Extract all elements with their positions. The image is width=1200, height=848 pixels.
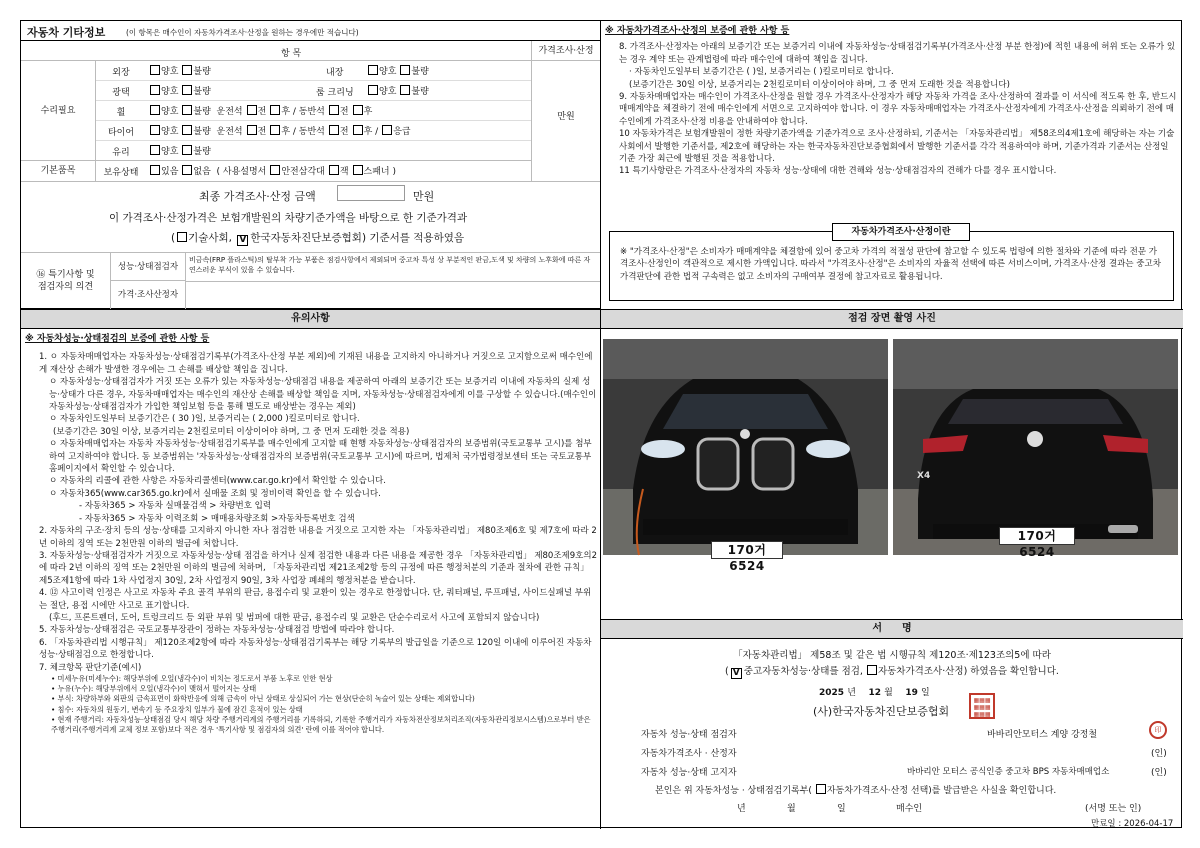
caution-p7: 2. 자동차의 구조·장치 등의 성능·상태를 고지하지 아니한 자나 점검한 내용을 거짓으로 고지한 자는 「자동차관리법」 제80조제6호 및 제7호에 따라 2년 이하의 징역 또는 2천만원 이하의 벌금에 처합니다. bbox=[39, 526, 597, 549]
driver-label: 운전석 bbox=[216, 107, 243, 117]
caution-p6a: - 자동차365 > 자동차 실매물검색 > 차량번호 입력 bbox=[79, 501, 272, 512]
tire-driver-rear-checkbox[interactable] bbox=[270, 125, 280, 135]
sig-price-checkbox[interactable] bbox=[867, 665, 877, 675]
room-clean-good-checkbox[interactable] bbox=[368, 85, 378, 95]
basis-opt1-label: 기술사회, bbox=[188, 232, 233, 244]
basis-line1: 이 가격조사·산정가격은 보험개발원의 차량기준가액을 바탕으로 한 기준가격과 bbox=[109, 212, 468, 224]
buyer-month: 월 bbox=[787, 804, 796, 814]
inspector-label: 자동차 성능·상태 점검자 bbox=[641, 730, 737, 740]
front-label: 전 bbox=[339, 127, 349, 137]
price-definition-title: 자동차가격조사·산정이란 bbox=[832, 223, 970, 241]
other-info-title: 자동차 기타정보 bbox=[27, 26, 106, 39]
sig-year-unit: 년 bbox=[847, 688, 856, 698]
rear-label: 후 bbox=[281, 127, 291, 137]
basis-opt1-checkbox[interactable] bbox=[177, 232, 187, 242]
option-bad-label: 불량 bbox=[193, 87, 211, 97]
wheel-label: 휠 bbox=[116, 108, 126, 118]
caution-p9b: (후드, 프론트펜더, 도어, 트렁크리드 등 외판 부위 및 범퍼에 대한 판금, 용접수리 및 교환은 단순수리로서 사고에 포함되지 않습니다) bbox=[49, 612, 540, 623]
tire-emergency-checkbox[interactable] bbox=[382, 125, 392, 135]
notice-item10: 10 자동차가격은 보험개발원이 정한 차량기준가액을 기준가격으로 조사·산정하되, 기준서는 「자동차관리법」 제58조의4제1호에 해당하는 자는 기술사회에서 발행한 기준서를, 제2호에 해당하는 자는 한국자동차진단보증협회에서 발행한 기준서를 각각 적용하여야 하며, 기준가격과 기준서는 산정일 기준 가장 최근에 발행된 것을 적용합니다. bbox=[619, 129, 1175, 165]
interior-good-checkbox[interactable] bbox=[368, 65, 378, 75]
pricer-label: 자동차가격조사 · 산정자 bbox=[641, 749, 737, 759]
special-price-label: 가격·조사산정자 bbox=[111, 281, 186, 309]
special-label-line2: 점검자의 의견 bbox=[37, 282, 94, 292]
rear-label: 후 bbox=[363, 127, 373, 137]
buyer-day: 일 bbox=[837, 804, 846, 814]
notice-item8b: · 자동차인도일부터 보증기간은 ( )일, 보증거리는 ( )킬로미터로 합니다. bbox=[629, 67, 894, 78]
price-guarantee-notice bbox=[605, 25, 1179, 178]
notifier-value: 바바리안 모터스 공식인증 중고차 BPS 자동차매매업소 bbox=[907, 767, 1110, 777]
final-price-block bbox=[21, 181, 600, 253]
special-perf-label: 성능·상태점검자 bbox=[111, 253, 186, 281]
rear-plate: 170거 6524 bbox=[999, 527, 1075, 545]
price-definition-box bbox=[609, 227, 1174, 301]
signature-org: (사)한국자동차진단보증협회 bbox=[813, 705, 950, 718]
tire-good-checkbox[interactable] bbox=[150, 125, 160, 135]
option-bad-label: 불량 bbox=[411, 67, 429, 77]
caution-p12: 7. 체크항목 판단기준(예시) bbox=[39, 662, 142, 673]
caution-title: ※ 자동차성능·상태점검의 보증에 관한 사항 등 bbox=[25, 334, 210, 344]
left-column bbox=[21, 21, 601, 829]
caution-p12a: • 미세누유(미세누수): 해당부위에 오일(냉각수)이 비치는 정도로서 부품 노후로 인한 현상 bbox=[51, 673, 333, 683]
exterior-good-checkbox[interactable] bbox=[150, 65, 160, 75]
triangle-label: 안전삼각대 bbox=[281, 167, 325, 177]
rear-car-image bbox=[893, 339, 1178, 555]
notice-item8c: (보증기간은 30일 이상, 보증거리는 2천킬로미터 이상이어야 하며, 그 중 먼저 도래한 것을 적용합니다) bbox=[629, 79, 1010, 90]
row-exterior bbox=[96, 61, 531, 81]
signature-header: 서 명 bbox=[601, 619, 1183, 639]
notice-item11: 11 특기사항란은 가격조사·산정자의 자동차 성능·상태에 대한 견해와 성능·상태점검자의 견해가 다를 경우 표시합니다. bbox=[619, 166, 1057, 177]
option-good-label: 양호 bbox=[379, 87, 397, 97]
glass-label: 유리 bbox=[112, 148, 130, 158]
wheel-driver-rear-checkbox[interactable] bbox=[270, 105, 280, 115]
front-label: 전 bbox=[257, 107, 267, 117]
wheel-driver-front-checkbox[interactable] bbox=[247, 105, 257, 115]
final-price-input[interactable] bbox=[337, 185, 405, 201]
option-good-label: 양호 bbox=[161, 67, 179, 77]
sig-performance-checkbox[interactable]: V bbox=[731, 668, 742, 679]
receipt-text2: 자동차가격조사·산정 선택)를 발급받은 사실을 확인합니다. bbox=[826, 786, 1057, 796]
glass-bad-checkbox[interactable] bbox=[182, 145, 192, 155]
x4-badge: X4 bbox=[917, 471, 931, 481]
glass-options bbox=[146, 144, 211, 157]
possession-none-checkbox[interactable] bbox=[182, 165, 192, 175]
front-label: 전 bbox=[339, 107, 349, 117]
gloss-good-checkbox[interactable] bbox=[150, 85, 160, 95]
inspector-value: 바바리안모터스 계양 강정철 bbox=[987, 730, 1098, 740]
front-car-image bbox=[603, 339, 888, 555]
sig-day-unit: 일 bbox=[921, 688, 930, 698]
basic-items-label: 기본품목 bbox=[21, 161, 96, 181]
exterior-label: 외장 bbox=[112, 68, 130, 78]
caution-p9: 4. ⑫ 사고이력 인정은 사고로 자동차 주요 골격 부위의 판금, 용접수리 및 교환이 있는 경우로 한정합니다. 단, 쿼터패널, 루프패널, 사이드실패널 부위는 절단, 용접 시에만 사고로 표기합니다. bbox=[39, 588, 592, 611]
gloss-bad-checkbox[interactable] bbox=[182, 85, 192, 95]
jack-label: 잭 bbox=[339, 167, 349, 177]
option-good-label: 양호 bbox=[161, 87, 179, 97]
basis-line2 bbox=[171, 230, 464, 246]
col-price-label: 가격조사·산정 bbox=[531, 41, 600, 61]
row-gloss bbox=[96, 81, 531, 101]
caution-p3b: (보증기간은 30일 이상, 보증거리는 2천킬로미터 이상이어야 하며, 그 중 먼저 도래한 것을 적용) bbox=[53, 426, 410, 437]
repair-table bbox=[21, 61, 600, 181]
option-bad-label: 불량 bbox=[193, 127, 211, 137]
option-good-label: 양호 bbox=[379, 67, 397, 77]
buyer-label: 매수인 bbox=[896, 804, 923, 814]
row-glass bbox=[96, 141, 531, 161]
option-bad-label: 불량 bbox=[193, 107, 211, 117]
basis-open-paren: ( bbox=[171, 232, 176, 244]
rear-label: 후 bbox=[281, 107, 291, 117]
possession-have-checkbox[interactable] bbox=[150, 165, 160, 175]
caution-p10: 5. 자동차성능·상태점검은 국토교통부장관이 정하는 자동차성능·상태점검 방법에 따라야 합니다. bbox=[39, 625, 395, 636]
receipt-price-checkbox[interactable] bbox=[816, 784, 826, 794]
caution-body bbox=[25, 333, 597, 735]
option-good-label: 양호 bbox=[161, 147, 179, 157]
sig-day: 19 bbox=[905, 688, 918, 698]
caution-p5: ㅇ 자동차의 리콜에 관한 사항은 자동차리콜센터(www.car.go.kr)에서 확인할 수 있습니다. bbox=[49, 476, 386, 487]
caution-p12e: • 현재 주행거리: 자동차성능·상태점검 당시 해당 차량 주행거리계의 주행거리를 기록하되, 기록한 주행거리가 자동차전산정보처리조직(자동차관리정보시스템)으로부터 받은 주행거리(주행거리계 교체 정보 포함)보다 적은 경우 '특기사항 및 점검자의 의견' 란에 이를 적어야 합니다. bbox=[51, 714, 591, 734]
basis-opt2-checkbox[interactable]: V bbox=[237, 235, 248, 246]
caution-header: 유의사항 bbox=[21, 309, 600, 329]
caution-p6b: - 자동차365 > 자동차 이력조회 > 매매용차량조회 >자동차등록번호 검색 bbox=[79, 513, 355, 524]
org-seal-icon: ▦▦▦ ▦▦▦ ▦▦▦ bbox=[969, 693, 995, 719]
caution-p8: 3. 자동차성능·상태점검자가 거짓으로 자동차성능·상태 점검을 하거나 실제 점검한 내용과 다른 내용을 제공한 경우 「자동차관리법」 제80조제9호의2에 따라 2년 이하의 징역 또는 2천만원 이하의 벌금에 처하며, 「자동차관리법 제21조제2항 등의 규정에 따른 행정처분의 기준과 절차에 관한 규칙」 제5조제1항에 따라 1차 사업정지 30일, 2차 사업정지 90일, 3차 사업장 폐쇄의 행정처분을 받습니다. bbox=[39, 550, 598, 586]
caution-p1: 1. ㅇ 자동차매매업자는 자동차성능·상태점검기록부(가격조사·산정 부분 제외)에 기재된 내용을 고지하지 아니하거나 거짓으로 고지함으로써 매수인에게 재산상 손해가 발생한 경우에는 그 손해를 배상할 책임을 집니다. bbox=[39, 352, 593, 375]
passenger-label: / 동반석 bbox=[292, 127, 325, 137]
divider bbox=[186, 281, 600, 282]
receipt-text1: 본인은 위 자동차성능 · 상태점검기록부( bbox=[655, 786, 812, 796]
special-label-line1: ⑯ 특기사항 및 bbox=[36, 270, 95, 280]
caution-p12d: • 침수: 자동차의 원동기, 변속기 등 주요장치 일부가 물에 잠긴 흔적이 있는 상태 bbox=[51, 704, 303, 714]
caution-p2: ㅇ 자동차성능·상태점검자가 거짓 또는 오류가 있는 자동차성능·상태점검 내용을 제공하여 아래의 보증기간 또는 보증거리 이내에 자동차의 실제 성능·상태가 다른 경우, 자동차매매업자는 매수인의 재산상 손해를 배상할 책임을 지며, 자동차성능·상태점검자에게 이를 구상할 수 있습니다.(매수인이 자동차성능·상태점검자가 가입한 책임보험 등을 통해 별도로 배상받는 경우는 제외) bbox=[49, 377, 597, 413]
photos-header: 점검 장면 촬영 사진 bbox=[601, 309, 1183, 329]
wheel-good-checkbox[interactable] bbox=[150, 105, 160, 115]
sig-open-paren: ( bbox=[725, 666, 729, 677]
special-notes-label bbox=[21, 253, 111, 309]
col-item-label: 항 목 bbox=[281, 49, 302, 59]
sig-performance-label: 중고자동차성능·상태를 점검, bbox=[743, 666, 863, 677]
interior-options bbox=[364, 64, 429, 77]
final-price-label: 최종 가격조사·산정 금액 bbox=[199, 190, 316, 203]
right-column bbox=[601, 21, 1183, 829]
emergency-label: 응급 bbox=[393, 127, 411, 137]
spanner-label: 스패너 ) bbox=[363, 167, 397, 177]
caution-p4: ㅇ 자동차매매업자는 자동차 자동차성능·상태점검기록부를 매수인에게 고지할 때 현행 자동차성능·상태점검자의 보증범위(국토교통부 고시)를 첨부하여 고지하여야 합니다. 동 보증범위는 '자동차성능·상태점검자의 보증범위(국토교통부 고시)에 따르며, 법제처 국가법령정보센터 또는 국토교통부 홈페이지에서 확인할 수 있습니다. bbox=[49, 439, 592, 475]
row-tire bbox=[96, 121, 531, 141]
signature-block bbox=[601, 645, 1183, 829]
wheel-bad-checkbox[interactable] bbox=[182, 105, 192, 115]
tire-label: 타이어 bbox=[107, 128, 135, 138]
spanner-checkbox[interactable] bbox=[353, 165, 363, 175]
possession-label: 보유상태 bbox=[103, 168, 139, 178]
receipt-line bbox=[655, 783, 1056, 796]
sig-month: 12 bbox=[868, 688, 881, 698]
interior-label: 내장 bbox=[326, 68, 344, 78]
exterior-bad-checkbox[interactable] bbox=[182, 65, 192, 75]
signature-line1: 「자동차관리법」 제58조 및 같은 법 시행규칙 제120조·제123조의5에 따라 bbox=[733, 650, 1051, 661]
final-price-unit: 만원 bbox=[413, 190, 435, 203]
notice-item8: 8. 가격조사·산정자는 아래의 보증기간 또는 보증거리 이내에 자동차성능·상태점검기록부(가격조사·산정 부분 한정)에 적힌 내용에 허위 또는 오류가 있는 경우 계약 또는 관계법령에 따라 매수인에 대하여 책임을 집니다. bbox=[619, 42, 1176, 65]
row-wheel bbox=[96, 101, 531, 121]
option-good-label: 양호 bbox=[161, 127, 179, 137]
glass-good-checkbox[interactable] bbox=[150, 145, 160, 155]
buyer-sign-label: (서명 또는 인) bbox=[1085, 804, 1142, 814]
sig-year: 2025 bbox=[819, 688, 845, 698]
tire-options: 양호 불량 운전석 전 후 / 동반석 전 후 / 응급 bbox=[146, 124, 411, 137]
room-clean-bad-checkbox[interactable] bbox=[400, 85, 410, 95]
price-value: 만원 bbox=[531, 61, 600, 181]
option-good-label: 양호 bbox=[161, 107, 179, 117]
notifier-seal: (인) bbox=[1151, 768, 1167, 778]
triangle-checkbox[interactable] bbox=[270, 165, 280, 175]
wheel-options bbox=[146, 104, 372, 117]
manual-label: ( 사용설명서 bbox=[216, 167, 267, 177]
notice-item9: 9. 자동차매매업자는 매수인이 가격조사·산정을 원할 경우 가격조사·산정자가 해당 자동차 가격을 조사·산정하여 결과를 이 서식에 적도록 한 후, 반드시 매매계약을 체결하기 전에 매수인에게 서면으로 고지하여야 합니다. 이 경우 자동차매매업자는 가격조사·산정자에게 가격조사·산정을 의뢰하기 전에 매수인에게 가격조사·산정 비용을 안내하여야 합니다. bbox=[619, 92, 1177, 127]
repair-label: 수리필요 bbox=[21, 61, 96, 161]
sig-month-unit: 월 bbox=[884, 688, 893, 698]
tire-driver-front-checkbox[interactable] bbox=[247, 125, 257, 135]
basis-opt2-label: 한국자동차진단보증협회) 기준서를 적용하였음 bbox=[250, 232, 465, 244]
tire-passenger-front-checkbox[interactable] bbox=[329, 125, 339, 135]
other-info-table-header bbox=[21, 41, 600, 61]
signature-date bbox=[819, 685, 930, 698]
special-notes-block bbox=[21, 253, 600, 309]
signature-line2 bbox=[601, 663, 1183, 679]
gloss-options bbox=[146, 84, 211, 97]
other-info-subtitle: (이 항목은 매수인이 자동차가격조사·산정을 원하는 경우에만 적습니다) bbox=[126, 28, 359, 37]
option-bad-label: 불량 bbox=[411, 87, 429, 97]
rear-label: 후 bbox=[363, 107, 373, 117]
buyer-year: 년 bbox=[737, 804, 746, 814]
caution-p11: 6. 「자동차관리법 시행규칙」 제120조제2항에 따라 자동차성능·상태점검기록부는 해당 기록부의 발급일을 기준으로 120일 이내에 이루어진 자동차 성능·상태점검으로 한정합니다. bbox=[39, 637, 592, 661]
front-label: 전 bbox=[257, 127, 267, 137]
caution-p6: ㅇ 자동차365(www.car365.go.kr)에서 실매물 조회 및 정비이력 확인을 할 수 있습니다. bbox=[49, 488, 381, 499]
jack-checkbox[interactable] bbox=[329, 165, 339, 175]
option-bad-label: 불량 bbox=[193, 147, 211, 157]
caution-p12c: • 부식: 차량하부와 외판의 금속표면이 화학반응에 의해 금속이 아닌 상태로 상실되어 가는 현상(단순히 녹슬어 있는 상태는 제외합니다) bbox=[51, 694, 475, 704]
caution-p12b: • 누유(누수): 해당부위에서 오일(냉각수)이 맺혀서 떨어지는 상태 bbox=[51, 684, 257, 694]
price-notice-title: ※ 자동차가격조사·산정의 보증에 관한 사항 등 bbox=[605, 26, 790, 36]
none-label: 없음 bbox=[193, 167, 211, 177]
expiry-date: 만료일 : 2026-04-17 bbox=[1091, 819, 1174, 829]
possession-options bbox=[146, 164, 396, 177]
wheel-passenger-rear-checkbox[interactable] bbox=[353, 105, 363, 115]
inspection-record-page bbox=[20, 20, 1182, 828]
room-clean-options bbox=[364, 84, 429, 97]
sig-price-label: 자동차가격조사·산정) 하였음을 확인합니다. bbox=[877, 666, 1059, 677]
front-photo bbox=[603, 339, 888, 573]
passenger-label: / 동반석 bbox=[292, 107, 325, 117]
have-label: 있음 bbox=[161, 167, 179, 177]
inspector-seal-icon: 印 bbox=[1149, 721, 1167, 739]
interior-bad-checkbox[interactable] bbox=[400, 65, 410, 75]
exterior-options bbox=[146, 64, 211, 77]
gloss-label: 광택 bbox=[112, 88, 130, 98]
special-perf-text: 비금속(FRP 플라스틱)의 탈부착 가능 부품은 점검사항에서 제외되며 중고차 특성 상 부분적인 판금,도색 및 차량의 노후화에 따른 자연스러운 부식이 있을 수 있습니다. bbox=[189, 256, 591, 274]
front-plate: 170거 6524 bbox=[711, 541, 783, 559]
option-bad-label: 불량 bbox=[193, 67, 211, 77]
wheel-passenger-front-checkbox[interactable] bbox=[329, 105, 339, 115]
row-possession bbox=[96, 161, 531, 181]
driver-label: 운전석 bbox=[216, 127, 243, 137]
tire-bad-checkbox[interactable] bbox=[182, 125, 192, 135]
pricer-seal: (인) bbox=[1151, 749, 1167, 759]
tire-passenger-rear-checkbox[interactable] bbox=[353, 125, 363, 135]
caution-p3: ㅇ 자동차인도일부터 보증기간은 ( 30 )일, 보증거리는 ( 2,000 )킬로미터로 합니다. bbox=[49, 414, 360, 425]
rear-photo bbox=[893, 339, 1178, 559]
other-info-header bbox=[21, 21, 600, 41]
room-clean-label: 룸 크리닝 bbox=[316, 88, 354, 98]
price-definition-text: ※ "가격조사·산정"은 소비자가 매매계약을 체결함에 있어 중고차 가격의 적절성 판단에 참고할 수 있도록 법령에 의한 절차와 기준에 따라 전문 가격조사·산정인이 객관적으로 제시한 가액입니다. 따라서 "가격조사·산정"은 소비자의 자율적 선택에 따른 서비스이며, 가격조사·산정 결과는 중고차 가격판단에 관한 법적 구속력은 없고 소비자의 구매여부 결정에 참고자료로 활용됩니다. bbox=[620, 247, 1161, 282]
notifier-label: 자동차 성능·상태 고지자 bbox=[641, 768, 737, 778]
